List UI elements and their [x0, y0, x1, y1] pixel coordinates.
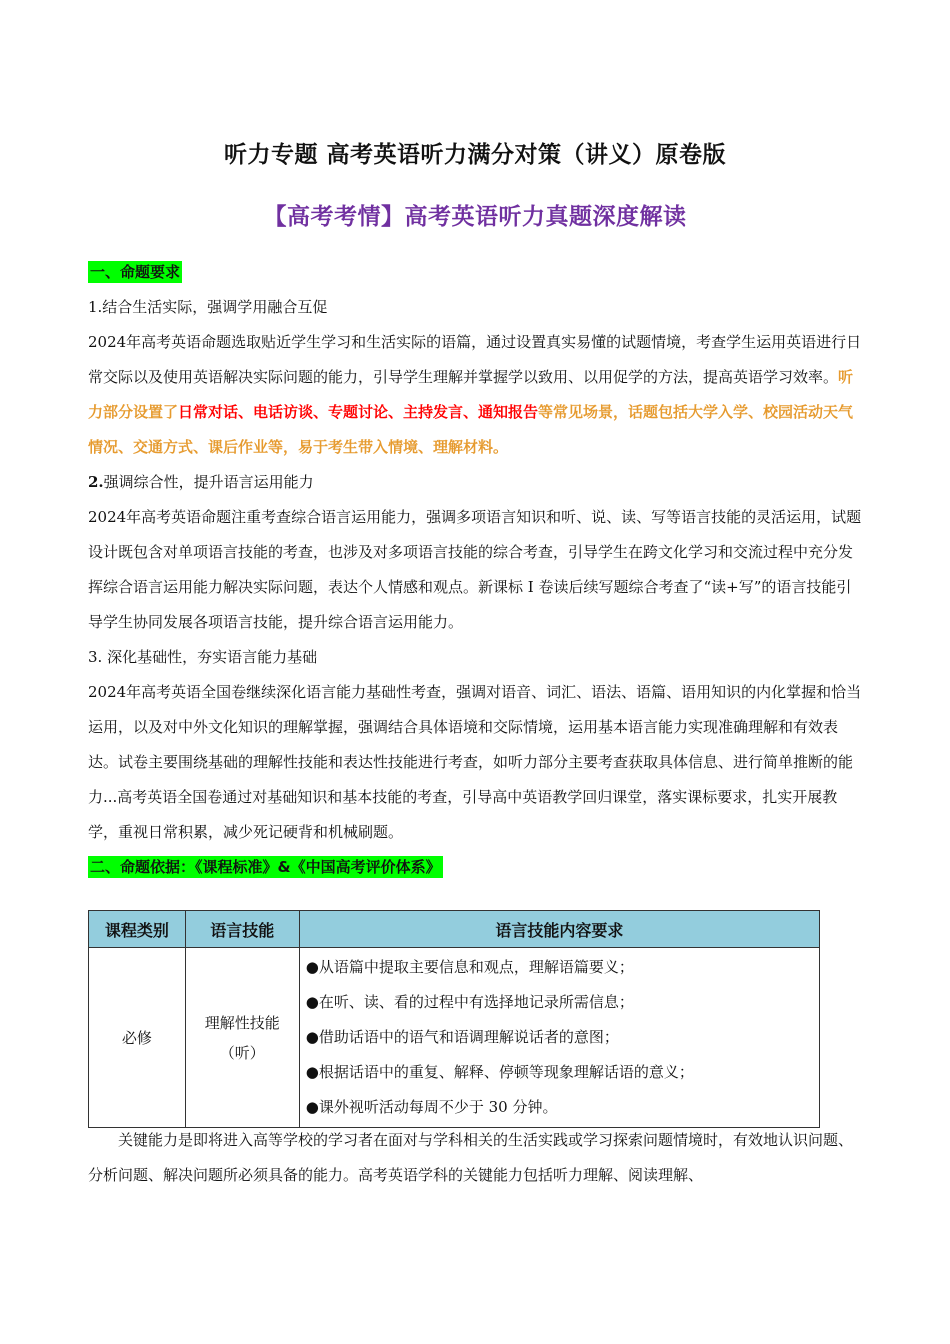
section-1 — [88, 255, 864, 885]
item-2-title — [88, 465, 864, 500]
table-cell-category: 必修 — [89, 948, 186, 1128]
closing-paragraph: 关键能力是即将进入高等学校的学习者在面对与学科相关的生活实践或学习探索问题情境时，有效地认识问题、分析问题、解决问题所必须具备的能力。高考英语学科的关键能力包括听力理解、阅读理解、 — [88, 1131, 854, 1184]
item-3-body: 2024年高考英语全国卷继续深化语言能力基础性考查，强调对语音、词汇、语法、语篇、语用知识的内化掌握和恰当运用，以及对中外文化知识的理解掌握，强调结合具体语境和交际情境，运用基本语言能力实现准确理解和有效表达。试卷主要围绕基础的理解性技能和表达性技能进行考查，如听力部分主要考查获取具体信息、进行简单推断的能力...高考英语全国卷通过对基础知识和基本技能的考查，引导高中英语教学回归课堂，落实课标要求，扎实开展教学，重视日常积累，减少死记硬背和机械刷题。 — [88, 683, 862, 841]
section-1-heading: 一、命题要求 — [90, 263, 181, 281]
closing-paragraph-block — [88, 1123, 864, 1193]
item-2-number: 2. — [88, 473, 104, 491]
table-row — [89, 948, 820, 1128]
requirements-table — [88, 910, 820, 1128]
item-1-highlight-a: 听力部分设置了 — [88, 368, 854, 421]
item-2-body: 2024年高考英语命题注重考查综合语言运用能力，强调多项语言知识和听、说、读、写等语言技能的灵活运用，试题设计既包含对单项语言技能的考查，也涉及对多项语言技能的综合考查，引导学生在跨文化学习和交流过程中充分发挥综合语言运用能力解决实际问题，表达个人情感和观点。新课标 I 卷读后续写题综合考查了“读+写”的语言技能引导学生协同发展各项语言技能，提升综合语言运用能力。 — [88, 508, 862, 631]
table-header-row — [89, 911, 820, 948]
item-3-title: 3. 深化基础性，夯实语言能力基础 — [88, 648, 318, 666]
item-1-title: 1.结合生活实际，强调学用融合互促 — [88, 298, 328, 316]
requirement-item: ●根据话语中的重复、解释、停顿等现象理解话语的意义； — [305, 1063, 694, 1081]
table-header-category: 课程类别 — [89, 911, 186, 948]
requirement-item: ●课外视听活动每周不少于 30 分钟。 — [305, 1098, 558, 1116]
table-header-skill: 语言技能 — [185, 911, 299, 948]
requirement-item: ●从语篇中提取主要信息和观点，理解语篇要义； — [305, 958, 634, 976]
table-cell-skill — [185, 948, 299, 1128]
section-2-heading: 二、命题依据：《课程标准》&《中国高考评价体系》 — [90, 858, 441, 876]
requirement-item: ●借助话语中的语气和语调理解说话者的意图； — [305, 1028, 619, 1046]
table-header-requirements: 语言技能内容要求 — [299, 911, 819, 948]
item-2-title-text: 强调综合性，提升语言运用能力 — [103, 473, 314, 491]
item-1-body-text: 2024年高考英语命题选取贴近学生学习和生活实际的语篇，通过设置真实易懂的试题情境，考查学生运用英语进行日常交际以及使用英语解决实际问题的能力，引导学生理解并掌握学以致用、以用促学的方法，提高英语学习效率。 — [88, 333, 862, 386]
table-cell-requirements — [299, 948, 819, 1128]
item-1-body — [88, 325, 864, 465]
item-1-highlight-red: 日常对话、电话访谈、专题讨论、主持发言、通知报告 — [178, 403, 539, 421]
requirement-item: ●在听、读、看的过程中有选择地记录所需信息； — [305, 993, 634, 1011]
skill-line-1: 理解性技能 — [204, 1013, 280, 1032]
document-title: 听力专题 高考英语听力满分对策（讲义）原卷版 — [223, 142, 726, 168]
document-subtitle: 【高考考情】高考英语听力真题深度解读 — [263, 204, 687, 230]
item-1-highlight-b: 等常见场景，话题包括大学入学、校园活动天气情况、交通方式、课后作业等，易于考生带入情境、理解材料。 — [88, 403, 854, 456]
skill-line-2: （听） — [219, 1043, 265, 1062]
